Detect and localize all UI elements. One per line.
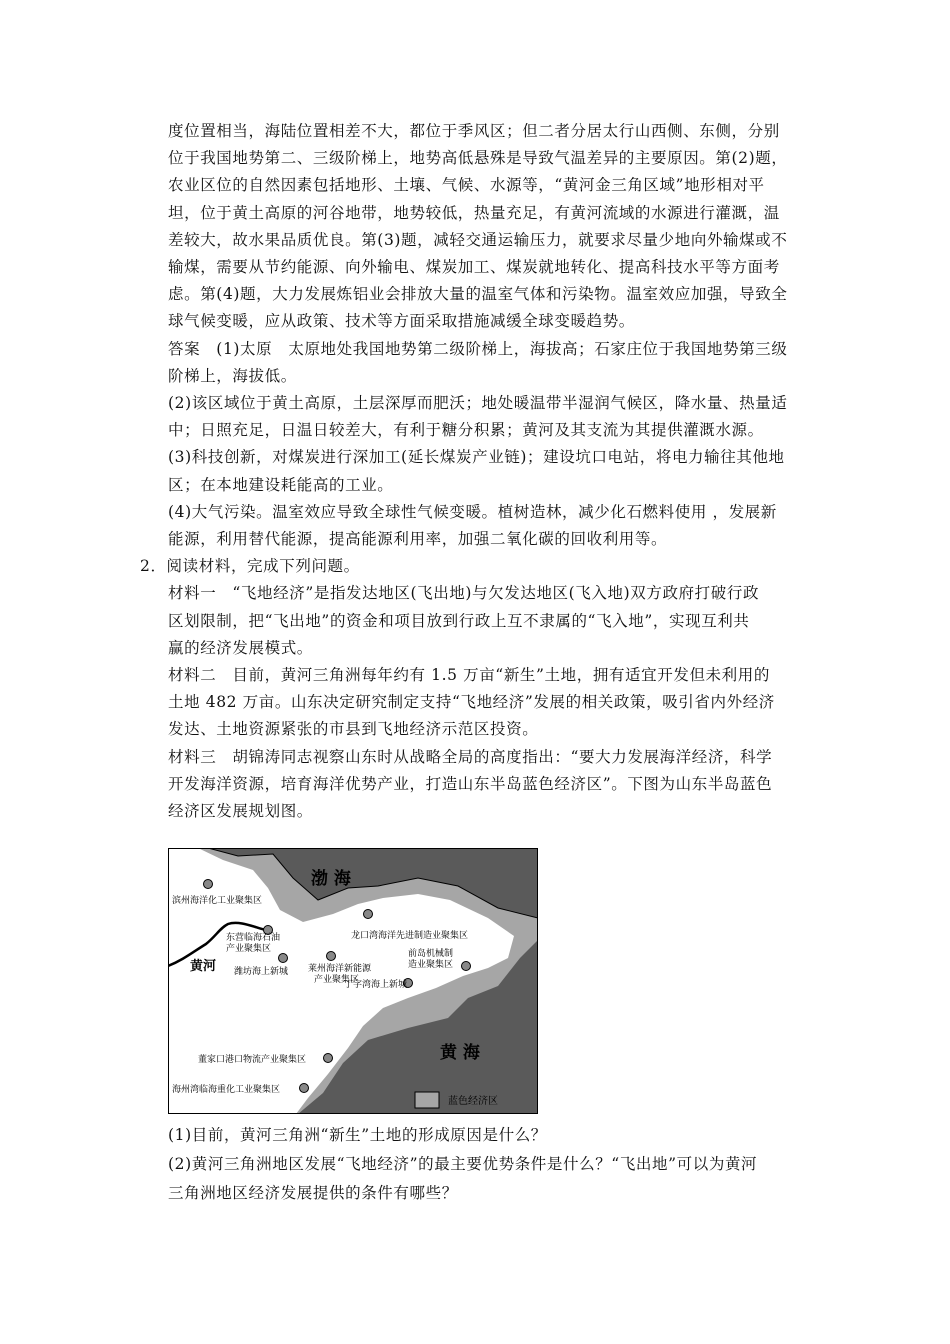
river-label: 黄河: [190, 959, 217, 974]
material-line: 土地 482 万亩。山东决定研究制定支持“飞地经济”发展的相关政策，吸引省内外经济: [168, 693, 775, 712]
text-line: 坦，位于黄土高原的河谷地带，地势较低，热量充足，有黄河流域的水源进行灌溉，温: [168, 203, 780, 222]
cluster-point: [324, 1054, 333, 1063]
answer-line: (2)该区域位于黄土高原，土层深厚而肥沃；地处暖温带半湿润气候区，降水量、热量适: [168, 394, 788, 412]
material-line: 材料一 “飞地经济”是指发达地区(飞出地)与欠发达地区(飞入地)双方政府打破行政: [168, 584, 760, 603]
cluster-point: [327, 952, 336, 961]
bohai-label: 渤 海: [311, 869, 351, 889]
question-line: (2)黄河三角洲地区发展“飞地经济”的最主要优势条件是什么？“飞出地”可以为黄河: [168, 1155, 758, 1173]
text-line: 球气候变暖，应从政策、技术等方面采取措施减缓全球变暖趋势。: [168, 312, 635, 331]
question-line: 三角洲地区经济发展提供的条件有哪些？: [168, 1184, 458, 1202]
cluster-label-laizhou: 莱州海洋新能源: [308, 964, 372, 974]
answer-line: (3)科技创新，对煤炭进行深加工(延长煤炭产业链)；建设坑口电站，将电力输往其他地: [168, 448, 785, 467]
cluster-point: [364, 910, 373, 919]
cluster-label-longkou: 龙口湾海洋先进制造业聚集区: [351, 931, 469, 941]
cluster-label-dongjiakou: 董家口港口物流产业聚集区: [198, 1055, 307, 1065]
question-heading: 2．阅读材料，完成下列问题。: [140, 557, 360, 576]
legend-label: 蓝色经济区: [448, 1096, 498, 1107]
shandong-blue-economic-zone-map: [168, 848, 538, 1114]
cluster-label-laizhou-2: 产业聚集区: [314, 975, 360, 985]
text-line: 虑。第(4)题，大力发展炼铝业会排放大量的温室气体和污染物。温室效应加强，导致全: [168, 285, 788, 304]
cluster-point: [279, 954, 288, 963]
material-line: 发达、土地资源紧张的市县到飞地经济示范区投资。: [168, 720, 539, 739]
text-line: 农业区位的自然因素包括地形、土壤、气候、水源等，“黄河金三角区域”地形相对平: [168, 176, 765, 195]
answer-line: 答案 (1)太原 太原地处我国地势第二级阶梯上，海拔高；石家庄位于我国地势第三级: [168, 339, 788, 358]
text-line: 位于我国地势第二、三级阶梯上，地势高低悬殊是导致气温差异的主要原因。第(2)题，: [168, 149, 788, 168]
answer-line: 能源，利用替代能源，提高能源利用率，加强二氧化碳的回收利用等。: [168, 530, 668, 548]
cluster-label-qiandao: 前岛机械制: [408, 949, 454, 959]
cluster-point: [204, 880, 213, 889]
map-figure: [168, 848, 538, 1114]
cluster-point: [462, 962, 471, 971]
answer-line: 阶梯上，海拔低。: [168, 366, 297, 385]
cluster-label-dingziwan: 丁字湾海上新城: [344, 980, 408, 990]
cluster-label-weifang: 潍坊海上新城: [234, 967, 289, 977]
cluster-label-qiandao-2: 造业聚集区: [408, 960, 454, 970]
cluster-label-dongying: 东营临海石油: [226, 933, 281, 943]
question-line: (1)目前，黄河三角洲“新生”土地的形成原因是什么？: [168, 1126, 547, 1144]
material-line: 区划限制，把“飞出地”的资金和项目放到行政上互不隶属的“飞入地”，实现互利共: [168, 611, 750, 630]
material-line: 经济区发展规划图。: [168, 802, 313, 820]
legend-swatch: [415, 1092, 439, 1108]
material-line: 材料二 目前，黄河三角洲每年约有 1.5 万亩“新生”土地，拥有适宜开发但未利用的: [168, 666, 770, 684]
answer-line: (4)大气污染。温室效应导致全球性气候变暖。植树造林，减少化石燃料使用 ，发展新: [168, 502, 777, 521]
text-line: 度位置相当，海陆位置相差不大，都位于季风区；但二者分居太行山西侧、东侧，分别: [168, 122, 780, 140]
answer-line: 中；日照充足，日温日较差大，有利于糖分积累；黄河及其支流为其提供灌溉水源。: [168, 421, 764, 440]
huanghai-label: 黄 海: [440, 1043, 480, 1063]
text-line: 差较大，故水果品质优良。第(3)题，减轻交通运输压力，就要求尽量少地向外输煤或不: [168, 230, 788, 249]
cluster-point: [300, 1084, 309, 1093]
material-line: 材料三 胡锦涛同志视察山东时从战略全局的高度指出：“要大力发展海洋经济，科学: [168, 747, 773, 766]
material-line: 赢的经济发展模式。: [168, 638, 313, 657]
cluster-label-binzhou: 滨州海洋化工业聚集区: [172, 896, 263, 906]
answer-line: 区；在本地建设耗能高的工业。: [168, 475, 394, 494]
material-line: 开发海洋资源，培育海洋优势产业，打造山东半岛蓝色经济区”。下图为山东半岛蓝色: [168, 774, 773, 793]
cluster-label-haizhouwan: 海州湾临海重化工业聚集区: [172, 1085, 281, 1095]
text-line: 输煤，需要从节约能源、向外输电、煤炭加工、煤炭就地转化、提高科技水平等方面考: [168, 258, 780, 276]
cluster-label-dongying-2: 产业聚集区: [226, 944, 272, 954]
